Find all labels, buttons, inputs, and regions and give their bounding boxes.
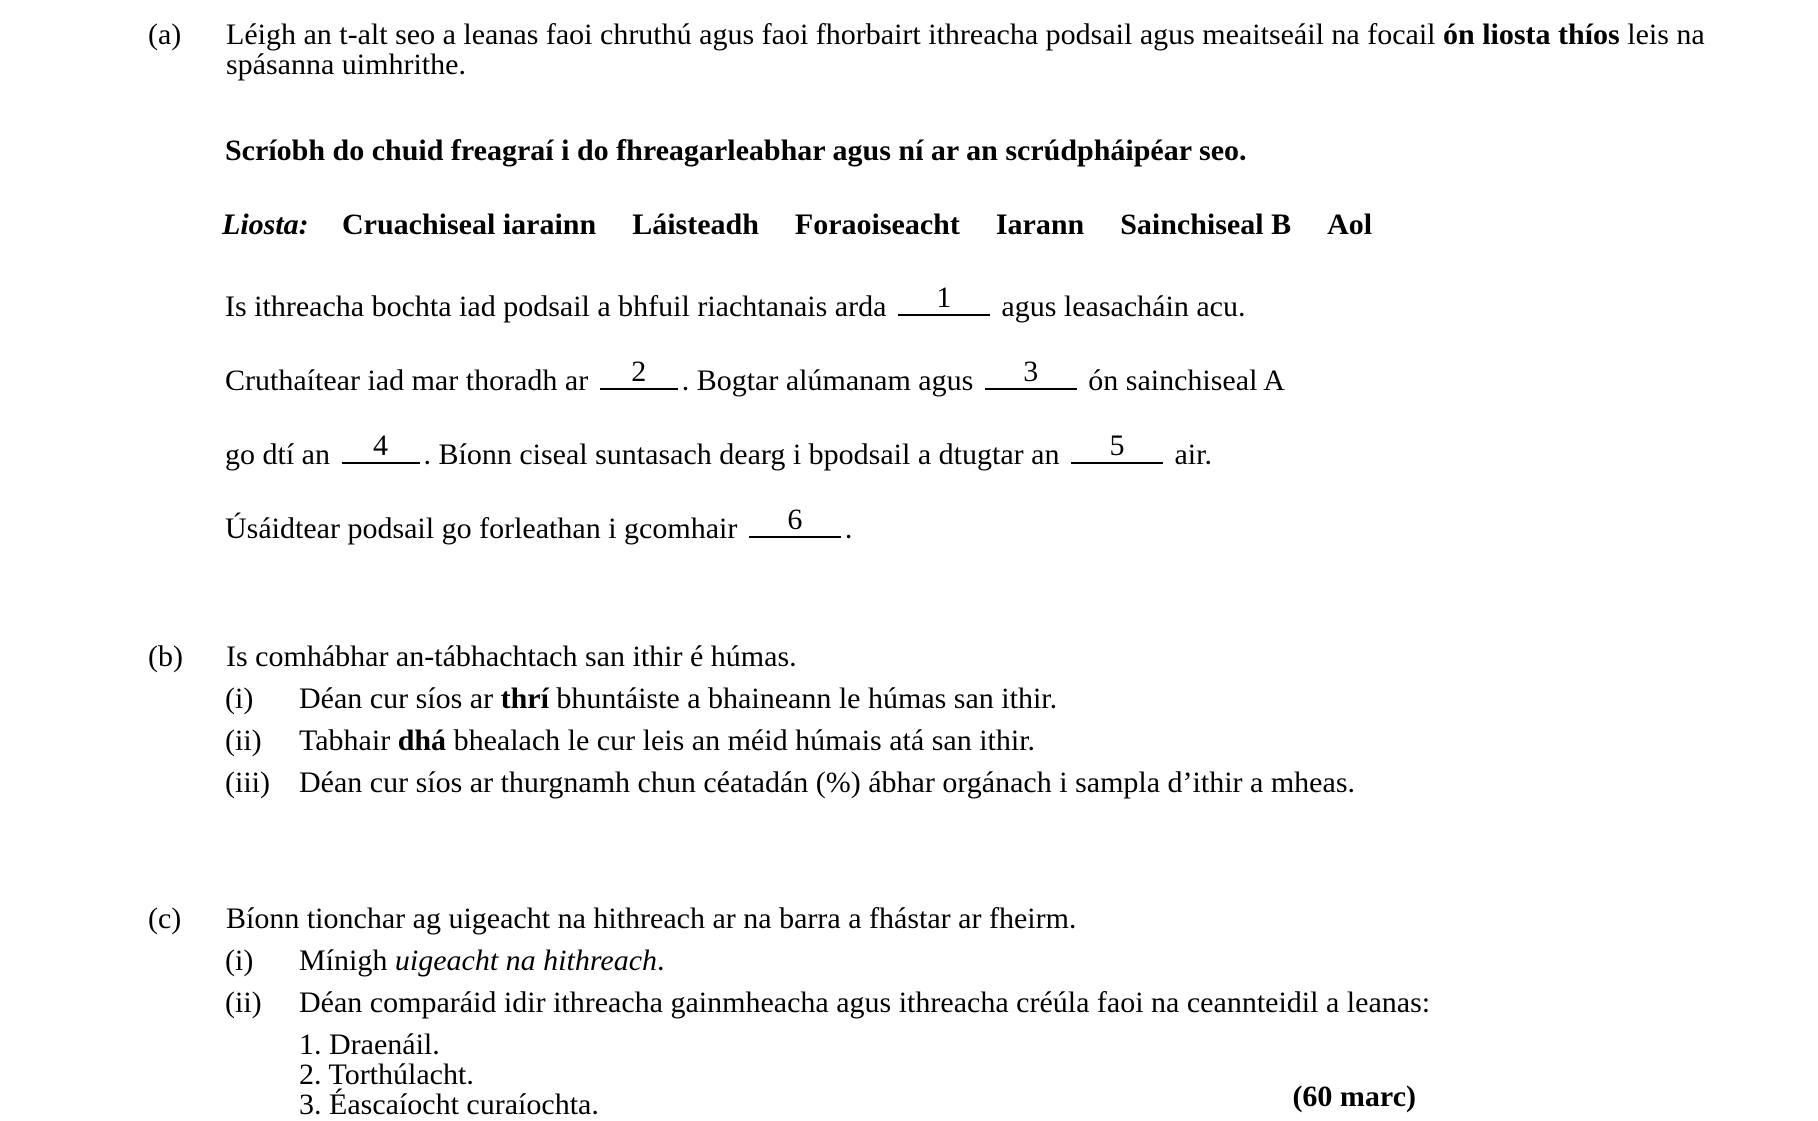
spacer-before-part-b-2 — [0, 614, 1818, 642]
part-a-body — [226, 20, 1818, 80]
cloze-3-text-2: . Bíonn ciseal suntasach dearg i bpodsail a dtugtar an — [423, 438, 1067, 471]
part-c-label: (c) — [148, 902, 182, 935]
part-c-list-item-2: 2. Torthúlacht. — [299, 1058, 474, 1091]
liosta-word-4: Iarann — [995, 208, 1085, 241]
top-spacer — [0, 0, 1818, 20]
part-b-item-ii-post: bhealach le cur leis an méid húmais atá san ithir. — [446, 724, 1036, 757]
cloze-blank-1[interactable] — [898, 281, 990, 316]
part-b-row — [0, 642, 1818, 672]
part-c-item-ii-num: (ii) — [225, 986, 262, 1019]
part-b-item-iii — [225, 768, 1818, 798]
part-c-item-i-post: . — [657, 944, 665, 977]
cloze-3-text-1: go dtí an — [225, 438, 338, 471]
spacer-c-stem-items — [0, 934, 1818, 946]
part-b-item-i-text — [299, 684, 1818, 714]
cloze-blank-1-number: 1 — [936, 281, 952, 314]
liosta-word-6: Aol — [1327, 208, 1373, 241]
part-c-item-i-text — [299, 946, 1818, 976]
liosta-word-5: Sainchiseal B — [1120, 208, 1292, 241]
part-c-item-ii — [225, 988, 1818, 1018]
spacer-cloze-3-4 — [0, 470, 1818, 506]
spacer-before-cloze — [0, 240, 1818, 284]
part-b-item-i-bold: thrí — [500, 682, 549, 715]
answer-book-instruction-wrap — [225, 136, 1818, 166]
part-b-label: (b) — [148, 640, 183, 673]
part-b-item-ii-num: (ii) — [225, 724, 262, 757]
part-c-item-i — [225, 946, 1818, 976]
cloze-blank-2-number: 2 — [631, 355, 647, 388]
cloze-blank-3[interactable] — [985, 355, 1077, 390]
cloze-2-text-1: Cruthaítear iad mar thoradh ar — [225, 364, 596, 397]
cloze-sentence-1 — [225, 281, 1818, 323]
marks-row — [0, 1082, 1818, 1112]
part-a-intro-post: leis na spásanna uimhrithe. — [226, 18, 1705, 81]
part-b-item-ii-pre: Tabhair — [299, 724, 398, 757]
part-c-row — [0, 904, 1818, 934]
part-c-body — [226, 904, 1818, 934]
part-b-item-iii-pre: Déan cur síos ar thurgnamh chun céatadán (%) ábhar orgánach i sampla d’ithir a mheas. — [299, 766, 1355, 799]
part-c-list-item-3: 3. Éascaíocht curaíochta. — [299, 1088, 599, 1121]
spacer-c-ii-list — [0, 1018, 1818, 1030]
part-c-item-i-italic: uigeacht na hithreach — [394, 944, 658, 977]
part-b-item-ii-bold: dhá — [397, 724, 447, 757]
part-a-row — [0, 20, 1818, 80]
cloze-2-text-3: ón sainchiseal A — [1080, 364, 1285, 397]
part-a-intro-bold: ón liosta thíos — [1443, 18, 1620, 51]
cloze-blank-5[interactable] — [1071, 429, 1163, 464]
answer-book-instruction: Scríobh do chuid freagraí i do fhreagarleabhar agus ní ar an scrúdpháipéar seo. — [225, 134, 1247, 167]
part-c-list-item-1: 1. Draenáil. — [299, 1028, 440, 1061]
cloze-blank-5-number: 5 — [1109, 429, 1125, 462]
cloze-blank-4-number: 4 — [373, 429, 388, 462]
spacer-before-part-b — [0, 544, 1818, 614]
part-a-intro-pre: Léigh an t-alt seo a leanas faoi chruthú agus faoi fhorbairt ithreacha podsail agus meaitseáil na focail — [226, 18, 1444, 51]
marks-label: (60 marc) — [1292, 1080, 1416, 1113]
cloze-1-text-2: agus leasacháin acu. — [993, 290, 1246, 323]
cloze-4-text-1: Úsáidtear podsail go forleathan i gcomhair — [225, 512, 745, 545]
liosta-word-3: Foraoiseacht — [794, 208, 960, 241]
cloze-1-text-1: Is ithreacha bochta iad podsail a bhfuil riachtanais arda — [225, 290, 894, 323]
part-b-item-i-post: bhuntáiste a bhaineann le húmas san ithir. — [548, 682, 1058, 715]
cloze-sentence-3 — [225, 429, 1818, 471]
cloze-sentence-4 — [225, 503, 1818, 545]
cloze-blank-2[interactable] — [600, 355, 678, 390]
cloze-4-text-2: . — [844, 512, 853, 545]
liosta-caption: Liosta: — [222, 208, 309, 241]
part-b-item-ii — [225, 726, 1818, 756]
part-b-stem: Is comhábhar an-tábhachtach san ithir é húmas. — [226, 640, 797, 673]
spacer-after-intro — [0, 80, 1818, 136]
part-b-item-i-pre: Déan cur síos ar — [299, 682, 501, 715]
liosta-word-1: Cruachiseal iarainn — [342, 208, 597, 241]
spacer-before-part-c — [0, 798, 1818, 868]
part-b-item-i-num: (i) — [225, 682, 254, 715]
part-a-label-cell — [0, 20, 226, 50]
cloze-blank-4[interactable] — [342, 429, 420, 464]
cloze-2-text-2: . Bogtar alúmanam agus — [681, 364, 981, 397]
cloze-3-text-3: air. — [1166, 438, 1212, 471]
part-b-item-iii-text — [299, 768, 1818, 798]
part-b-item-ii-text — [299, 726, 1818, 756]
spacer-cloze-2-3 — [0, 396, 1818, 432]
part-c-label-cell — [0, 904, 226, 934]
part-b-item-i — [225, 684, 1818, 714]
part-c-stem: Bíonn tionchar ag uigeacht na hithreach ar na barra a fhástar ar fheirm. — [226, 902, 1077, 935]
part-b-item-iii-num: (iii) — [225, 766, 270, 799]
cloze-blank-6-number: 6 — [787, 503, 803, 536]
cloze-blank-3-number: 3 — [1023, 355, 1039, 388]
part-c-item-i-pre: Mínigh — [299, 944, 395, 977]
part-c-item-ii-pre: Déan comparáid idir ithreacha gainmheacha agus ithreacha créúla faoi na ceannteidil a leanas: — [299, 986, 1431, 1019]
spacer-before-liosta — [0, 166, 1818, 210]
spacer-before-part-c-2 — [0, 868, 1818, 904]
cloze-blank-6[interactable] — [749, 503, 841, 538]
spacer-cloze-1-2 — [0, 322, 1818, 358]
cloze-sentence-2 — [225, 355, 1818, 397]
part-a-label: (a) — [148, 18, 182, 51]
part-c-item-i-num: (i) — [225, 944, 254, 977]
part-a-intro — [226, 20, 1778, 80]
part-b-label-cell — [0, 642, 226, 672]
liosta-word-2: Láisteadh — [632, 208, 759, 241]
part-b-body — [226, 642, 1818, 672]
liosta-line — [222, 210, 1818, 240]
part-c-item-ii-text — [299, 988, 1818, 1018]
